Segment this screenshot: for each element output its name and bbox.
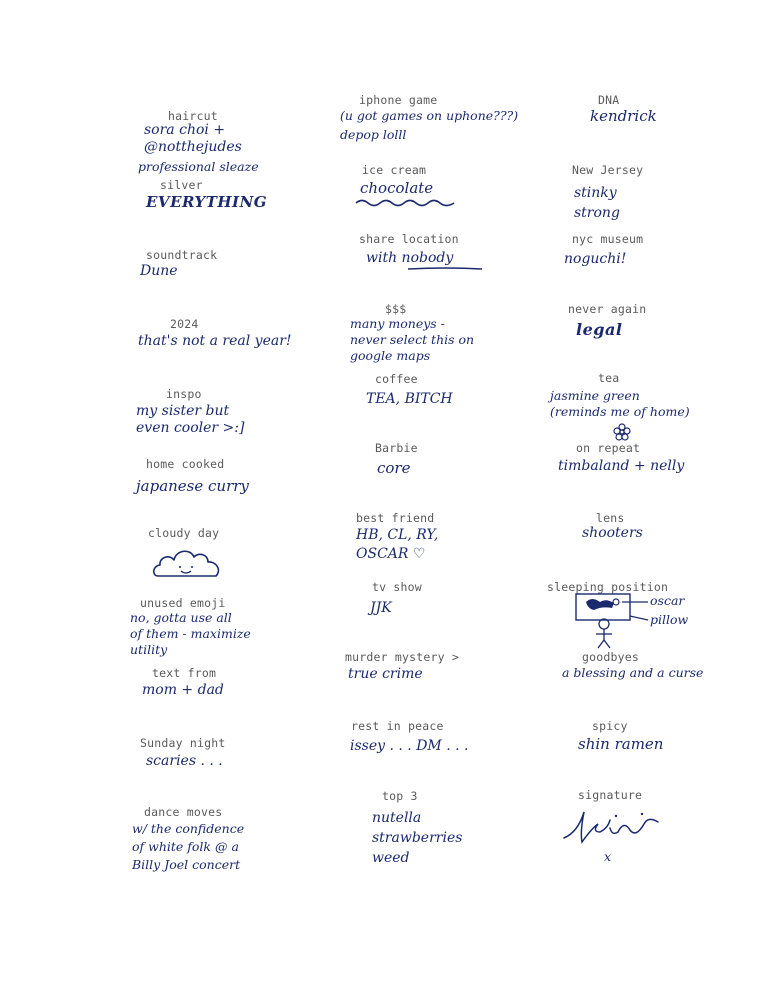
answer-barbie: core	[377, 459, 411, 477]
answer-coffee: TEA, BITCH	[366, 391, 453, 407]
answer-unused-emoji: no, gotta use all of them - maximize utility	[130, 610, 251, 657]
prompt-goodbyes: goodbyes	[582, 650, 639, 664]
prompt-sleeping-position: sleeping position	[547, 580, 669, 594]
prompt-haircut: haircut	[168, 109, 218, 123]
prompt-rest-in-peace: rest in peace	[351, 719, 444, 733]
prompt-never-again: never again	[568, 302, 647, 316]
underline-stroke	[406, 266, 484, 272]
answer-ice-cream: chocolate	[360, 179, 434, 197]
prompt-new-jersey: New Jersey	[572, 163, 644, 177]
answer-tea: jasmine green (reminds me of home)	[550, 388, 690, 419]
answer-2024: that's not a real year!	[138, 333, 292, 349]
prompt-ice-cream: ice cream	[362, 163, 427, 177]
prompt-lens: lens	[596, 511, 625, 525]
label-oscar: oscar	[650, 593, 685, 608]
answer-dance-moves: w/ the confidence of white folk @ a Billy Joel concert	[132, 821, 245, 872]
prompt-cloudy-day: cloudy day	[148, 526, 220, 540]
answer-iphone-game: (u got games on uphone???) depop lolll	[340, 108, 519, 142]
answer-money: many moneys - never select this on google maps	[350, 316, 475, 363]
prompt-coffee: coffee	[375, 372, 418, 386]
prompt-best-friend: best friend	[356, 511, 435, 525]
answer-tv-show: JJK	[370, 600, 392, 616]
answer-on-repeat: timbaland + nelly	[558, 458, 685, 474]
prompt-silver: silver	[160, 178, 203, 192]
prompt-signature: signature	[578, 788, 643, 802]
answer-inspo: my sister but even cooler >:]	[136, 403, 245, 436]
prompt-on-repeat: on repeat	[576, 441, 641, 455]
prompt-murder-mystery: murder mystery >	[345, 650, 459, 664]
prompt-soundtrack: soundtrack	[146, 248, 218, 262]
prompt-inspo: inspo	[166, 387, 202, 401]
squiggle-underline	[354, 197, 458, 209]
prompt-text-from: text from	[152, 666, 217, 680]
answer-spicy: shin ramen	[578, 735, 664, 753]
answer-never-again: legal	[576, 320, 623, 339]
prompt-iphone-game: iphone game	[359, 93, 438, 107]
answer-nyc-museum: noguchi!	[564, 251, 627, 267]
answer-haircut-cont: professional sleaze	[138, 159, 259, 174]
prompt-tv-show: tv show	[372, 580, 422, 594]
prompt-money: $$$	[385, 302, 407, 316]
answer-new-jersey: stinky strong	[574, 185, 620, 221]
prompt-tea: tea	[598, 371, 620, 385]
cloud-smile-icon	[150, 540, 226, 582]
answer-dna: kendrick	[590, 107, 657, 125]
answer-murder-mystery: true crime	[348, 666, 423, 682]
prompt-2024: 2024	[170, 317, 199, 331]
answer-haircut: sora choi + @notthejudes	[144, 122, 242, 155]
prompt-spicy: spicy	[592, 719, 628, 733]
signature-x-mark: x	[604, 849, 612, 864]
answer-goodbyes: a blessing and a curse	[562, 665, 704, 680]
prompt-home-cooked: home cooked	[146, 457, 225, 471]
answer-home-cooked: japanese curry	[136, 477, 249, 495]
prompt-top-3: top 3	[382, 789, 418, 803]
prompt-dna: DNA	[598, 93, 620, 107]
answer-lens: shooters	[582, 525, 643, 541]
prompt-nyc-museum: nyc museum	[572, 232, 644, 246]
prompt-share-location: share location	[359, 232, 459, 246]
answer-sunday-night: scaries . . .	[146, 753, 223, 769]
prompt-dance-moves: dance moves	[144, 805, 223, 819]
prompt-barbie: Barbie	[375, 441, 418, 455]
label-pillow: pillow	[650, 612, 689, 627]
answer-text-from: mom + dad	[142, 682, 224, 698]
prompt-sunday-night: Sunday night	[140, 736, 226, 750]
flower-icon	[612, 422, 632, 442]
answer-rest-in-peace: issey . . . DM . . .	[350, 738, 469, 754]
answer-silver: EVERYTHING	[146, 193, 268, 211]
signature-icon	[558, 802, 664, 850]
answer-top-3: nutella strawberries weed	[372, 810, 463, 866]
answer-soundtrack: Dune	[140, 263, 178, 279]
answer-best-friend: HB, CL, RY, OSCAR ♡	[356, 527, 439, 562]
answer-share-location: with nobody	[366, 250, 454, 266]
prompt-unused-emoji: unused emoji	[140, 596, 226, 610]
